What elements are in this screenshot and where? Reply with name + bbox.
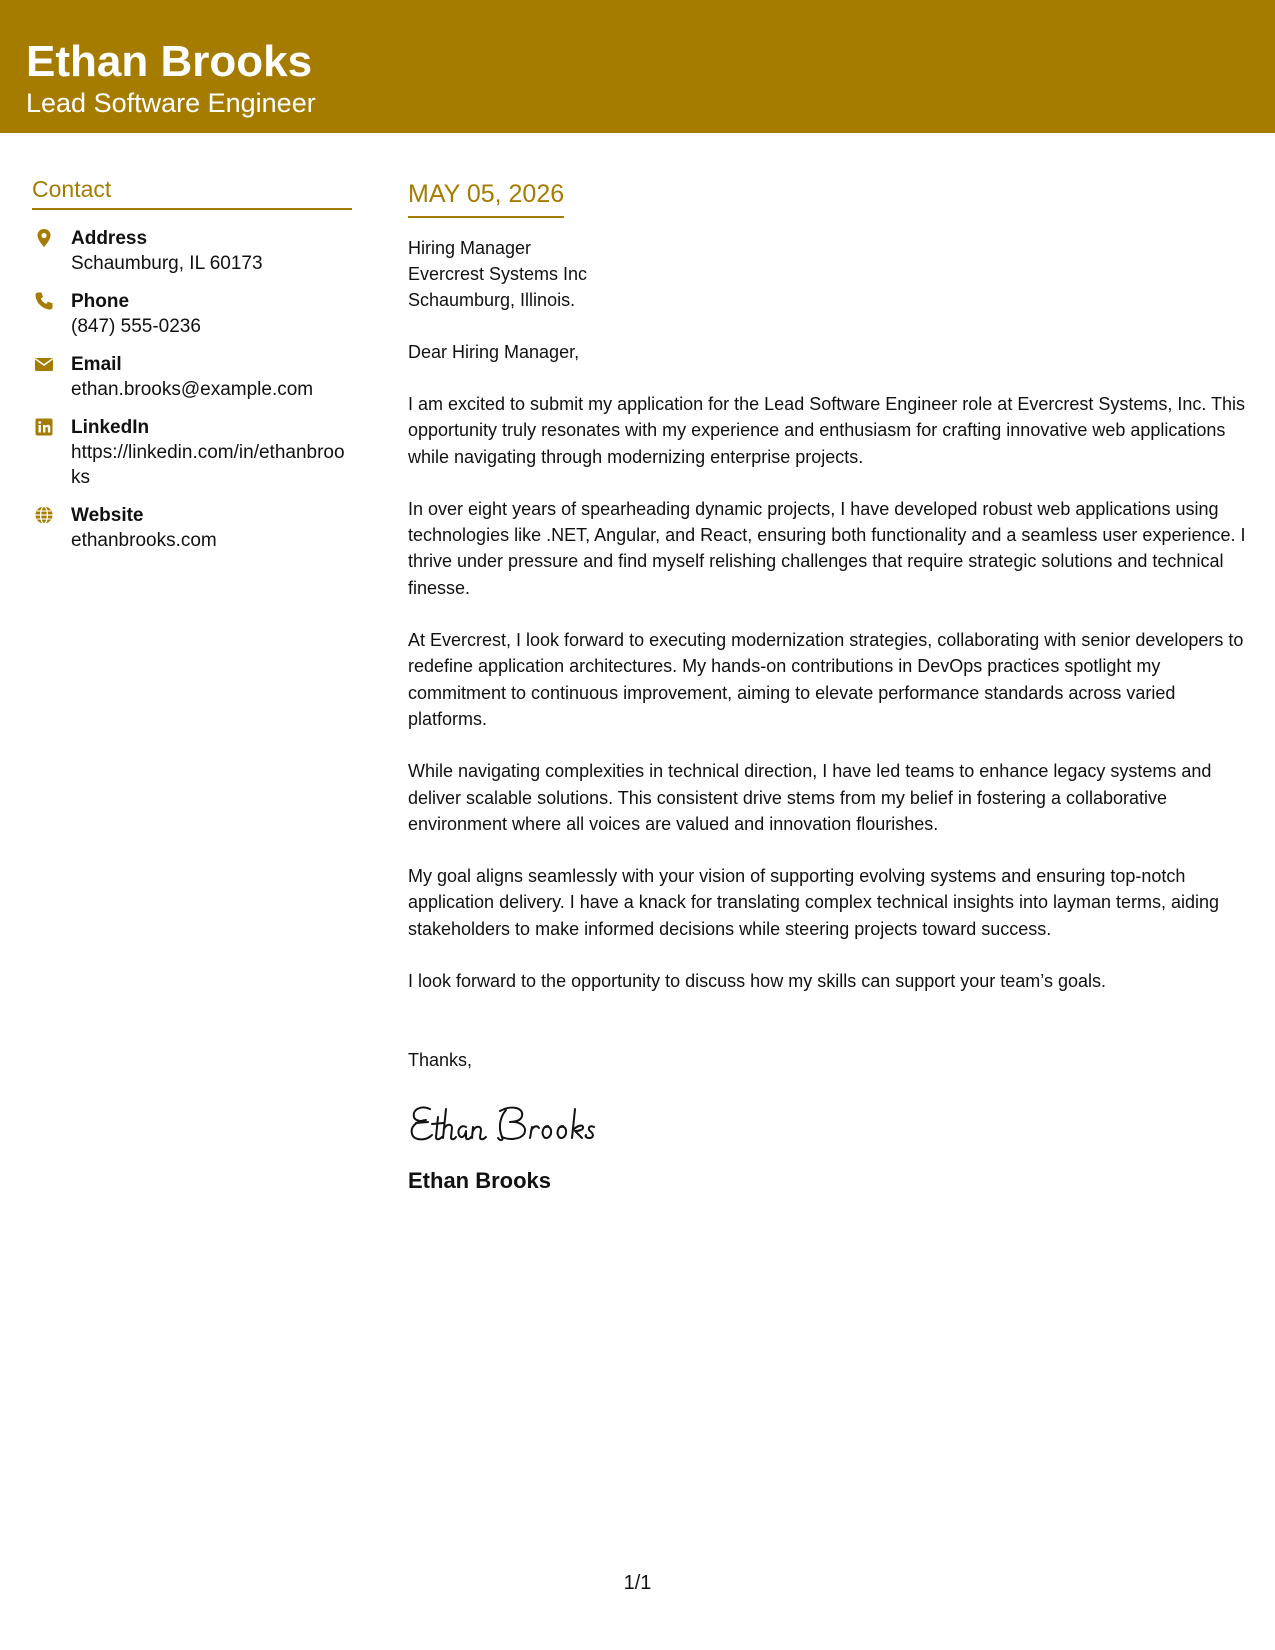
contact-item-address — [32, 226, 352, 276]
salutation: Dear Hiring Manager, — [408, 342, 580, 362]
website-link[interactable]: ethanbrooks.com — [71, 530, 217, 551]
contact-item-linkedin — [32, 415, 352, 490]
linkedin-icon — [34, 417, 54, 437]
map-pin-icon — [34, 228, 54, 248]
letter-date: MAY 05, 2026 — [408, 178, 564, 218]
letter-paragraph: In over eight years of spearheading dynamic projects, I have developed robust web applications using technologies like .NET, Angular, and React, ensuring both functionality and a seamless user experience. I thrive under pressure and find myself relishing challenges that require strategic solutions and technical finesse. — [408, 498, 1246, 598]
recipient-line: Hiring Manager — [408, 238, 532, 258]
recipient-line: Schaumburg, Illinois. — [408, 290, 576, 310]
handwritten-signature — [408, 1097, 1253, 1147]
contact-label: Phone — [71, 291, 130, 312]
letter-paragraph: At Evercrest, I look forward to executing modernization strategies, collaborating with senior developers to redefine application architectures. My hands-on contributions in DevOps practices spotlight my commitment to continuous improvement, aiming to elevate performance standards across varied platforms. — [408, 630, 1244, 729]
letter-paragraph: My goal aligns seamlessly with your vision of supporting evolving systems and ensuring top-notch application delivery. I have a knack for translating complex technical insights into layman terms, aiding stakeholders to make informed decisions while steering projects toward success. — [408, 866, 1220, 939]
contact-heading: Contact — [32, 174, 352, 210]
envelope-icon — [34, 354, 54, 374]
letter-paragraph: I look forward to the opportunity to discuss how my skills can support your team’s goals. — [408, 971, 1106, 992]
contact-item-email — [32, 352, 352, 402]
recipient-line: Evercrest Systems Inc — [408, 264, 588, 284]
closing: Thanks, — [408, 1050, 473, 1071]
phone-icon — [34, 291, 54, 311]
recipient-block — [408, 235, 1253, 313]
contact-label: LinkedIn — [71, 417, 150, 438]
signer-name: Ethan Brooks — [408, 1168, 552, 1194]
contact-label: Website — [71, 505, 144, 526]
globe-icon — [34, 505, 54, 525]
letter-paragraph: While navigating complexities in technical direction, I have led teams to enhance legacy systems and deliver scalable solutions. This consistent drive stems from my belief in fostering a collaborative environment where all voices are valued and innovation flourishes. — [408, 761, 1212, 834]
contact-item-website — [32, 503, 352, 553]
contact-sidebar — [32, 174, 352, 566]
header-job-title: Lead Software Engineer — [26, 88, 316, 118]
contact-value: ethan.brooks@example.com — [71, 379, 314, 400]
header-banner — [0, 0, 1275, 133]
contact-item-phone — [32, 289, 352, 339]
contact-label: Email — [71, 354, 122, 375]
contact-value: Schaumburg, IL 60173 — [71, 253, 263, 274]
header-name: Ethan Brooks — [26, 37, 313, 86]
cover-letter-body — [408, 178, 1253, 1195]
contact-label: Address — [71, 228, 148, 249]
contact-value: (847) 555-0236 — [71, 316, 201, 337]
letter-paragraph: I am excited to submit my application for the Lead Software Engineer role at Evercrest Systems, Inc. This opportunity truly resonates with my experience and enthusiasm for crafting innovative web applications while navigating through modernizing enterprise projects. — [408, 394, 1246, 467]
page-number: 1/1 — [623, 1572, 652, 1594]
linkedin-link[interactable]: https://linkedin.com/in/ethanbrooks — [71, 442, 345, 488]
